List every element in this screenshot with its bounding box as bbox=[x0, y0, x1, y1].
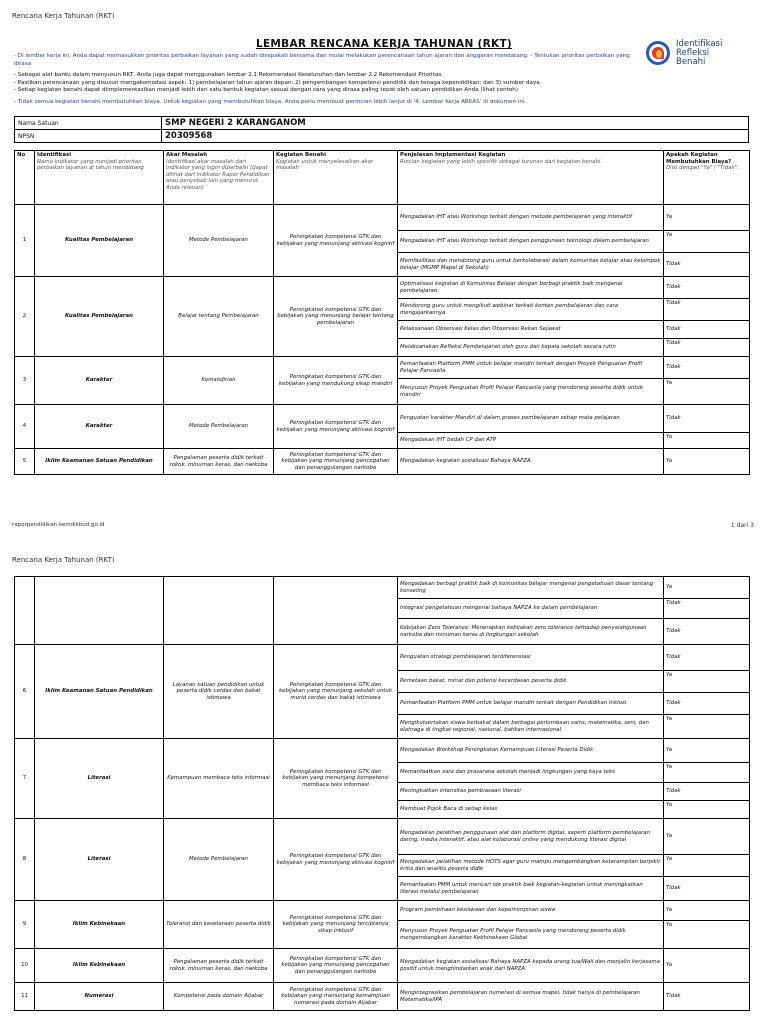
biaya-cell: Tidak bbox=[664, 877, 750, 901]
biaya-cell: Ya bbox=[664, 449, 750, 475]
identifikasi-cell: Iklim Kebinekaan bbox=[35, 949, 164, 983]
penjelasan-cell: Pemanfaatan Platform PMM untuk belajar mandiri terkait dengan Pendidikan Inklusi bbox=[398, 693, 664, 715]
biaya-cell: Tidak bbox=[664, 599, 750, 619]
kegiatan-benahi-cell: Peningkatan kompetensi GTK dan kebijakan yang menunjang kompetensi membaca teks informasi bbox=[274, 739, 398, 819]
penjelasan-cell: Meningkatkan intensitas pembiasaan literasi bbox=[398, 783, 664, 801]
penjelasan-cell: Mengadakan pelatihan penggunaan alat dan platform digital, seperti platform pembelajaran daring, media interaktif, atau alat kolaborasi online yang mendukung literasi digital bbox=[398, 819, 664, 855]
biaya-cell: Ya bbox=[664, 901, 750, 921]
biaya-cell: Tidak bbox=[664, 619, 750, 645]
biaya-cell: Ya bbox=[664, 921, 750, 949]
penjelasan-cell: Integrasi pengetahuan mengenai bahaya NAPZA ke dalam pembelajaran bbox=[398, 599, 664, 619]
biaya-cell: Ya bbox=[664, 949, 750, 983]
akar-masalah-cell: Pengalaman peserta didik terkait rokok, minuman keras, dan narkoba bbox=[164, 949, 274, 983]
biaya-cell: Tidak bbox=[664, 783, 750, 801]
no-cell: 6 bbox=[15, 645, 35, 739]
document-title-small: Rencana Kerja Tahunan (RKT) bbox=[12, 12, 115, 20]
biaya-cell: Tidak bbox=[664, 983, 750, 1011]
no-cell: 1 bbox=[15, 205, 35, 277]
akar-masalah-cell: Layanan satuan pendidikan untuk peserta didik cerdas dan bakat istimewa bbox=[164, 645, 274, 739]
identifikasi-cell: Iklim Keamanan Satuan Pendidikan bbox=[35, 645, 164, 739]
penjelasan-cell: Mengadakan IHT atau Workshop terkait dengan metode pembelajaran yang interaktif bbox=[398, 205, 664, 231]
rkt-table-page2 bbox=[14, 576, 750, 1011]
penjelasan-cell: Pelaksanaan Observasi Kelas dan Observasi Rekan Sejawat bbox=[398, 321, 664, 339]
biaya-cell: Ya bbox=[664, 671, 750, 693]
akar-masalah-cell bbox=[164, 577, 274, 645]
no-cell: 11 bbox=[15, 983, 35, 1011]
penjelasan-cell: Mengadakan berbagi praktik baik di komunitas belajar mengenai pengetahuan dasar tentang konseling bbox=[398, 577, 664, 599]
penjelasan-cell: Mengadakan Workshop Peningkatan Kemampuan Literasi Peserta Didik bbox=[398, 739, 664, 763]
identifikasi-cell: Iklim Kebinekaan bbox=[35, 901, 164, 949]
identifikasi-cell: Numerasi bbox=[35, 983, 164, 1011]
table-row bbox=[15, 949, 750, 983]
biaya-cell: Tidak bbox=[664, 339, 750, 357]
table-row bbox=[15, 577, 750, 599]
footer-page: 1 dari 3 bbox=[730, 522, 754, 529]
table-header-row bbox=[15, 151, 750, 205]
identifikasi-cell: Kualitas Pembelajaran bbox=[35, 277, 164, 357]
logo-line: Benahi bbox=[676, 57, 706, 67]
kegiatan-benahi-cell: Peningkatan kompetensi GTK dan kebijakan yang menunjang kemampuan numerasi pada domain Aljabar bbox=[274, 983, 398, 1011]
biaya-cell: Tidak bbox=[664, 299, 750, 321]
table-row bbox=[15, 901, 750, 921]
note-line: - Sebagai alat bantu dalam menyusun RKT, Anda juga dapat menggunakan lembar 2.1 Rekomendasi Keseluruhan dan lembar 2.2 Rekomendasi Prioritas. bbox=[14, 72, 443, 78]
page-title: LEMBAR RENCANA KERJA TAHUNAN (RKT) bbox=[255, 38, 513, 50]
intro-text bbox=[14, 52, 642, 68]
akar-masalah-cell: Belajar tentang Pembelajaran bbox=[164, 277, 274, 357]
penjelasan-cell: Menyusun Proyek Penguatan Profil Pelajar Pancasila yang mendorong peserta didik mengembangkan karakter Kebhinekaan Global bbox=[398, 921, 664, 949]
penjelasan-cell: Mengintegrasikan pembelajaran numerasi di semua mapel, tidak hanya di pembelajaran Matematika/IPA bbox=[398, 983, 664, 1011]
npsn-label: NPSN bbox=[15, 130, 162, 143]
footer-url: raporpendidikan.kemdikbud.go.id bbox=[12, 522, 105, 528]
penjelasan-cell: Membuat Pojok Baca di setiap kelas bbox=[398, 801, 664, 819]
npsn-value: 20309568 bbox=[162, 130, 749, 143]
identifikasi-cell: Literasi bbox=[35, 739, 164, 819]
biaya-cell: Ya bbox=[664, 855, 750, 877]
penjelasan-cell: Memanfaatkan sara dan prasarana sekolah menjadi lingkungan yang kaya teks bbox=[398, 763, 664, 783]
no-cell: 5 bbox=[15, 449, 35, 475]
penjelasan-cell: Mengadakan kegiatan sosialisasi Bahaya NAPZA kepada orang tua/Wali dan menjalin kerjasama positif untuk menghindarkan anak dari NAPZA bbox=[398, 949, 664, 983]
kegiatan-benahi-cell: Peningkatan kompetensi GTK dan kebijakan yang menunjang aktivasi kognitif bbox=[274, 405, 398, 449]
biaya-cell: Tidak bbox=[664, 357, 750, 379]
penjelasan-cell: Pemanfaatan Platform PMM untuk belajar mandiri terkait dengan Proyek Penguatan Profil Pelajar Pancasila bbox=[398, 357, 664, 379]
penjelasan-cell: Penguatan karakter Mandiri di dalam proses pembelajaran setiap mata pelajaran bbox=[398, 405, 664, 433]
logo bbox=[646, 40, 738, 70]
table-row bbox=[15, 449, 750, 475]
biaya-cell: Tidak bbox=[664, 253, 750, 277]
table-row bbox=[15, 277, 750, 299]
penjelasan-cell: Pemanfaatan PMM untuk mencari ide praktik baik kegiatan-kegiatan untuk meningkatkan literasi melalui pembelajaran bbox=[398, 877, 664, 901]
kegiatan-benahi-cell bbox=[274, 577, 398, 645]
biaya-cell: Ya bbox=[664, 231, 750, 253]
nama-satuan-value: SMP NEGERI 2 KARANGANOM bbox=[162, 117, 749, 130]
note-line: - Tidak semua kegiatan benahi membutuhkan biaya. Untuk kegiatan yang membutuhkan biaya, Anda perlu membuat perincian lebih lanjut di '4. Lembar Kerja ARKAS' di dokumen ini. bbox=[14, 98, 527, 105]
penjelasan-cell: Mengadakan kegiatan sosialisasi Bahaya NAPZA bbox=[398, 449, 664, 475]
penjelasan-cell: Mengikutsertakan siswa berbakat dalam berbagai perlombaan sains, matematika, seni, dan olahraga di tingkat regional, nasional, bahkan internasional. bbox=[398, 715, 664, 739]
no-cell: 4 bbox=[15, 405, 35, 449]
penjelasan-cell: Menyusun Proyek Penguatan Profil Pelajar Pancasila yang mendorong peserta didik untuk mandiri bbox=[398, 379, 664, 405]
penjelasan-cell: Program pembinaan kesiswaan dan kepemimpinan siswa bbox=[398, 901, 664, 921]
header-no: No bbox=[15, 151, 35, 205]
kegiatan-benahi-cell: Peningkatan kompetensi GTK dan kebijakan yang menunjang belajar tentang pembelajaran bbox=[274, 277, 398, 357]
kegiatan-benahi-cell: Peningkatan kompetensi GTK dan kebijakan yang menunjang pencegahan dan penanggulangan narkoba bbox=[274, 949, 398, 983]
document-title-small-page2: Rencana Kerja Tahunan (RKT) bbox=[12, 556, 115, 564]
biaya-cell: Tidak bbox=[664, 405, 750, 433]
header-akar-masalah: Akar Masalah Identifikasi akar masalah dari indikator yang ingin diperbaiki (dapat dilihat dari indikator Rapor Pendidikan atau penyebab lain yang menurut Anda relevan) bbox=[164, 151, 274, 205]
table-row bbox=[15, 819, 750, 855]
no-cell: 7 bbox=[15, 739, 35, 819]
biaya-cell: Ya bbox=[664, 577, 750, 599]
identifikasi-cell: Karakter bbox=[35, 405, 164, 449]
biaya-cell: Ya bbox=[664, 379, 750, 405]
intro-line: - Di lembar kerja ini, Anda dapat memasukkan prioritas perbaikan layanan yang sudah disepakati bersama dan mulai melakukan perencanaan tahun ajaran dan anggaran mendatang. - Tentukan prioritas perbaikan yang dirasa bbox=[14, 53, 630, 67]
identifikasi-cell: Kualitas Pembelajaran bbox=[35, 205, 164, 277]
penjelasan-cell: Mengadakan IHT bedah CP dan ATP bbox=[398, 433, 664, 449]
header-kegiatan-benahi: Kegiatan Benahi Kegiatan untuk menyelesaikan akar masalah bbox=[274, 151, 398, 205]
penjelasan-cell: Kebijakan Zero Tolerance: Menerapkan kebijakan zero tolerance terhadap penyalahgunaan narkoba dan minuman keras di lingkungan sekolah. bbox=[398, 619, 664, 645]
nama-satuan-label: Nama Satuan bbox=[15, 117, 162, 130]
biaya-cell: Tidak bbox=[664, 321, 750, 339]
kegiatan-benahi-cell: Peningkatan kompetensi GTK dan kebijakan yang menunjang aktivasi kognitif bbox=[274, 819, 398, 901]
kegiatan-benahi-cell: Peningkatan kompetensi GTK dan kebijakan yang mendukung sikap mandiri bbox=[274, 357, 398, 405]
no-cell: 10 bbox=[15, 949, 35, 983]
note-line: - Pastikan perencanaan yang disusun mengakomodasi aspek: 1) pembelajaran tahun ajaran depan; 2) pengembangan kompetensi pendidik dan tenaga kependidikan; dan 3) sumber daya. bbox=[14, 79, 542, 86]
table-row bbox=[15, 405, 750, 433]
header-identifikasi: Identifikasi Nama indikator yang menjadi prioritas perbaikan layanan di tahun mendatang bbox=[35, 151, 164, 205]
rkt-table-page1 bbox=[14, 150, 750, 475]
note-line: - Setiap kegiatan benahi dapat diimplementasikan menjadi lebih dari satu bentuk kegiatan sesuai dengan cara yang dirasa paling tepat oleh satuan pendidikan Anda (lihat contoh) bbox=[14, 87, 519, 94]
no-cell: 2 bbox=[15, 277, 35, 357]
identifikasi-cell bbox=[35, 577, 164, 645]
biaya-cell: Ya bbox=[664, 819, 750, 855]
table-row bbox=[15, 739, 750, 763]
no-cell: 9 bbox=[15, 901, 35, 949]
biaya-cell: Ya bbox=[664, 433, 750, 449]
penjelasan-cell: Pemetaan bakat, minat dan potensi kecerdasan peserta didik bbox=[398, 671, 664, 693]
identity-table bbox=[14, 116, 749, 143]
kegiatan-benahi-cell: Peningkatan kompetensi GTK dan kebijakan yang menunjang sekolah untuk murid cerdas dan bakat istimewa bbox=[274, 645, 398, 739]
table-row bbox=[15, 357, 750, 379]
identifikasi-cell: Karakter bbox=[35, 357, 164, 405]
penjelasan-cell: Penguatan strategi pembelajaran terdiferensiasi bbox=[398, 645, 664, 671]
akar-masalah-cell: Pengalaman peserta didik terkait rokok, minuman keras, dan narkoba bbox=[164, 449, 274, 475]
biaya-cell: Tidak bbox=[664, 645, 750, 671]
akar-masalah-cell: Toleransi dan kesetaraan peserta didik bbox=[164, 901, 274, 949]
notes bbox=[14, 72, 654, 106]
biaya-cell: Tidak bbox=[664, 277, 750, 299]
identifikasi-cell: Iklim Keamanan Satuan Pendidikan bbox=[35, 449, 164, 475]
penjelasan-cell: Memfasilitasi dan mendorong guru untuk berkolaborasi dalam komunitas belajar atau kelompok belajar (MGMP Mapel di Sekolah) bbox=[398, 253, 664, 277]
akar-masalah-cell: Metode Pembelajaran bbox=[164, 405, 274, 449]
no-cell bbox=[15, 577, 35, 645]
akar-masalah-cell: Kompetensi pada domain Aljabar bbox=[164, 983, 274, 1011]
logo-icon bbox=[646, 41, 670, 65]
kegiatan-benahi-cell: Peningkatan kompetensi GTK dan kebijakan yang menunjang terciptanya sikap inklusif bbox=[274, 901, 398, 949]
table-row bbox=[15, 645, 750, 671]
logo-line: Identifikasi bbox=[676, 39, 723, 49]
header-penjelasan: Penjelasan Implementasi Kegiatan Rincian kegiatan yang lebih spesifik sebagai turunan dari kegiatan benahi. bbox=[398, 151, 664, 205]
kegiatan-benahi-cell: Peningkatan kompetensi GTK dan kebijakan yang menunjang aktivasi kognitif bbox=[274, 205, 398, 277]
table-row bbox=[15, 205, 750, 231]
identifikasi-cell: Literasi bbox=[35, 819, 164, 901]
akar-masalah-cell: Kemampuan membaca teks informasi bbox=[164, 739, 274, 819]
kegiatan-benahi-cell: Peningkatan kompetensi GTK dan kebijakan yang menunjang pencegahan dan penanggulangan narkoba bbox=[274, 449, 398, 475]
akar-masalah-cell: Metode Pembelajaran bbox=[164, 819, 274, 901]
penjelasan-cell: Mengadakan pelatihan metode HOTS agar guru mampu mengembangkan keterampilan berpikir kritis dan analitis peserta didik bbox=[398, 855, 664, 877]
no-cell: 3 bbox=[15, 357, 35, 405]
akar-masalah-cell: Kemandirian bbox=[164, 357, 274, 405]
biaya-cell: Tidak bbox=[664, 693, 750, 715]
biaya-cell: Ya bbox=[664, 715, 750, 739]
penjelasan-cell: Mendorong guru untuk mengikuti webinar terkait konten pembelajaran dan cara mengajarkannya bbox=[398, 299, 664, 321]
biaya-cell: Ya bbox=[664, 801, 750, 819]
penjelasan-cell: Mengadakan IHT atau Workshop terkait dengan penggunaan teknologi dalam pembelajaran bbox=[398, 231, 664, 253]
akar-masalah-cell: Metode Pembelajaran bbox=[164, 205, 274, 277]
penjelasan-cell: Melaksanakan Refleksi Pembelajaran oleh guru dan kepala sekolah secara rutin bbox=[398, 339, 664, 357]
biaya-cell: Ya bbox=[664, 763, 750, 783]
penjelasan-cell: Optimalisasi kegiatan di Komunitas Belajar dengan berbagi praktik baik mengenai pembelajaran bbox=[398, 277, 664, 299]
no-cell: 8 bbox=[15, 819, 35, 901]
biaya-cell: Ya bbox=[664, 205, 750, 231]
table-row bbox=[15, 983, 750, 1011]
header-biaya: Apakah Kegiatan Membutuhkan Biaya? Diisi dengan "Ya" / "Tidak". bbox=[664, 151, 750, 205]
logo-line: Refleksi bbox=[676, 48, 710, 58]
biaya-cell: Ya bbox=[664, 739, 750, 763]
